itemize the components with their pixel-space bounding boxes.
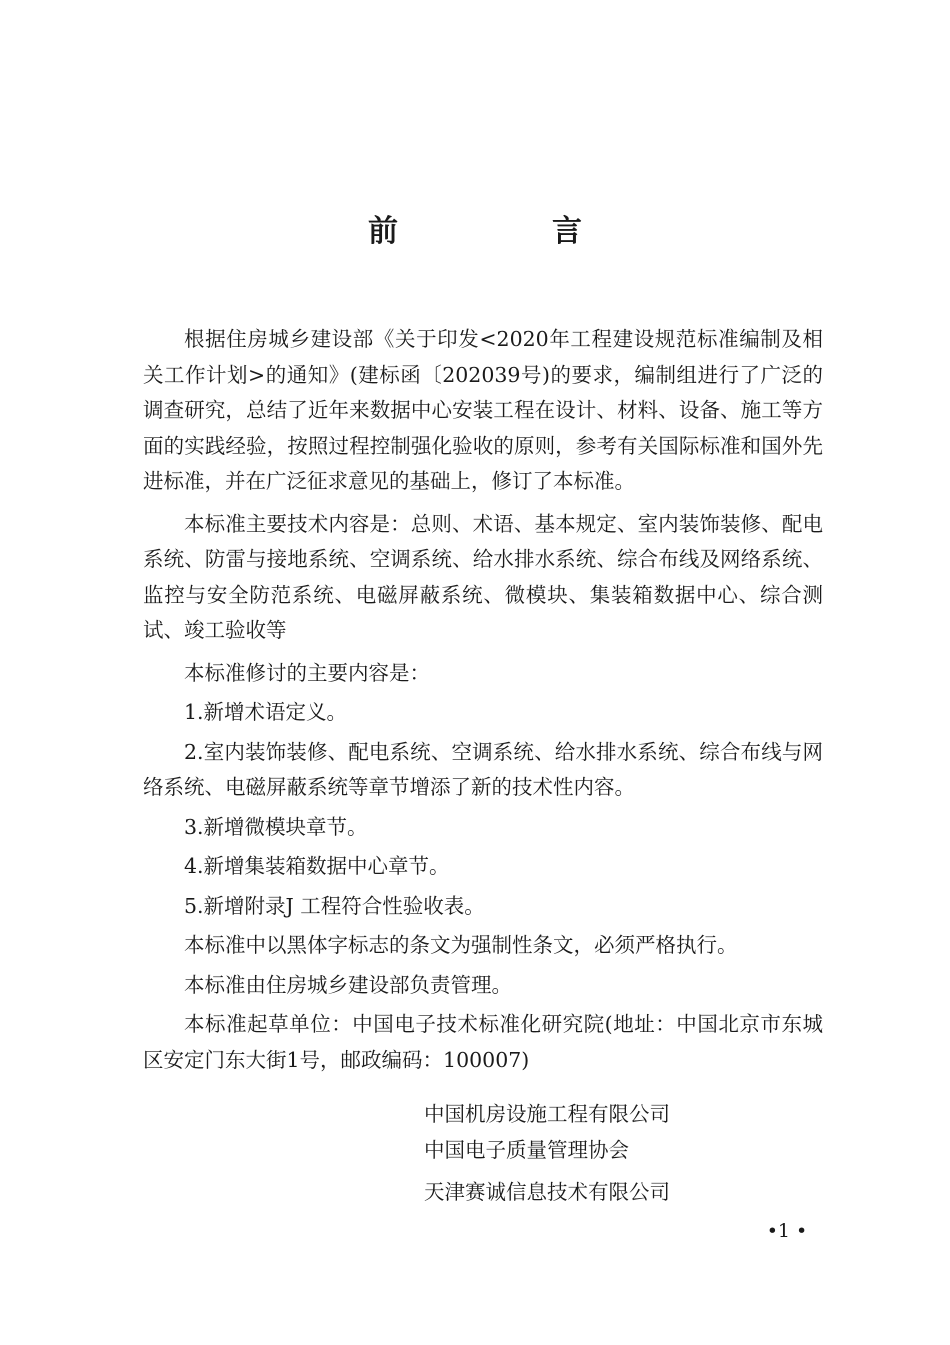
paragraph-drafting-unit: 本标准起草单位：中国电子技术标准化研究院(地址：中国北京市东城区安定门东大街1号，邮政编码：100007): [143, 1012, 823, 1072]
revision-item-2: 2.室内装饰装修、配电系统、空调系统、给水排水系统、综合布线与网络系统、电磁屏蔽系统等章节增添了新的技术性内容。: [143, 739, 823, 799]
page-number: •1 •: [766, 1220, 808, 1242]
paragraph-management: 本标准由住房城乡建设部负责管理。: [184, 972, 512, 997]
paragraph-revision-intro: 本标准修讨的主要内容是：: [184, 660, 430, 685]
revision-item-5: 5.新增附录J 工程符合性验收表。: [184, 893, 485, 918]
revision-item-4: 4.新增集装箱数据中心章节。: [184, 854, 450, 878]
page-title: 前 言: [368, 214, 644, 249]
paragraph-main-content: 本标准主要技术内容是：总则、术语、基本规定、室内装饰装修、配电系统、防雷与接地系统、空调系统、给水排水系统、综合布线及网络系统、监控与安全防范系统、电磁屏蔽系统、微模块、集装箱数据中心、综合测试、竣工验收等: [143, 511, 823, 642]
paragraph-background: 根据住房城乡建设部《关于印发<2020年工程建设规范标准编制及相关工作计划>的通知》(建标函〔202039号)的要求，编制组进行了广泛的调查研究，总结了近年来数据中心安装工程在设计、材料、设备、施工等方面的实践经验，按照过程控制强化验收的原则，参考有关国际标准和国外先进标准，并在广泛征求意见的基础上，修订了本标准。: [143, 327, 823, 493]
organization-item: 中国机房设施工程有限公司: [424, 1102, 670, 1126]
paragraph-mandatory-clauses: 本标准中以黑体字标志的条文为强制性条文，必须严格执行。: [184, 933, 738, 957]
revision-item-3: 3.新增微模块章节。: [184, 814, 368, 839]
organization-item: 中国电子质量管理协会: [424, 1138, 629, 1162]
revision-item-1: 1.新增术语定义。: [184, 700, 348, 724]
preface-body: [143, 322, 823, 1082]
organization-list: [424, 1096, 824, 1210]
organization-item: 天津赛诚信息技术有限公司: [424, 1180, 670, 1204]
